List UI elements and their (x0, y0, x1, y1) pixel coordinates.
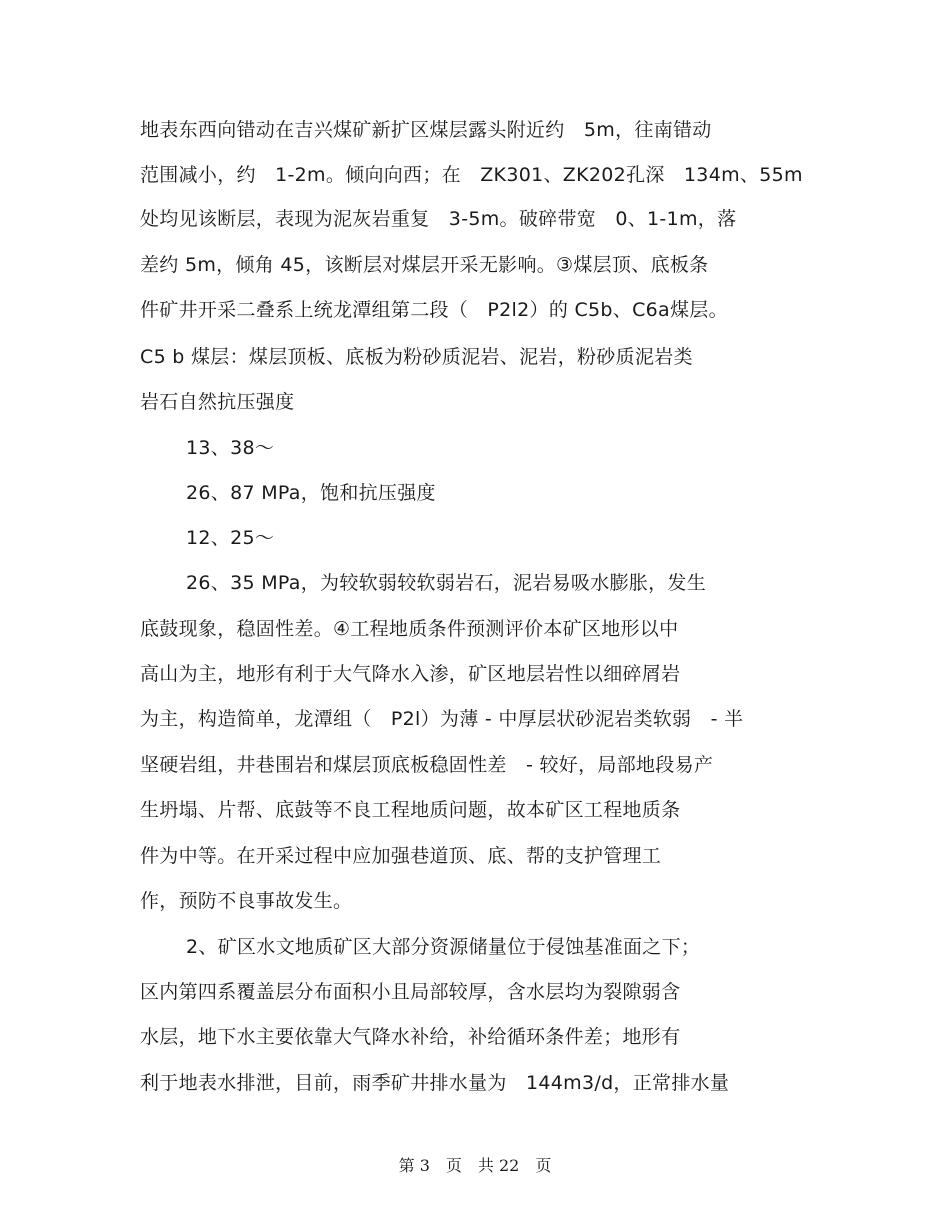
body-text-line: 区内第四系覆盖层分布面积小且局部较厚，含水层均为裂隙弱含 (140, 981, 681, 1003)
body-text-line: 利于地表水排泄，目前，雨季矿井排水量为 144m3/d，正常排水量 (140, 1072, 730, 1094)
body-text-line: 差约 5m，倾角 45，该断层对煤层开采无影响。③煤层顶、底板条 (140, 254, 709, 276)
body-text-line: 处均见该断层，表现为泥灰岩重复 3-5m。破碎带宽 0、1-1m，落 (140, 208, 737, 230)
page-number-footer: 第 3 页 共 22 页 (398, 1156, 552, 1175)
body-text-line: 地表东西向错动在吉兴煤矿新扩区煤层露头附近约 5m，往南错动 (140, 119, 712, 141)
body-text-line: 高山为主，地形有利于大气降水入渗，矿区地层岩性以细碎屑岩 (140, 663, 681, 685)
body-text-line: 13、38～ (186, 437, 275, 459)
body-text-line: 件矿井开采二叠系上统龙潭组第二段（ P2l2）的 C5b、C6a煤层。 (140, 299, 728, 321)
body-text-line: 2、矿区水文地质矿区大部分资源储量位于侵蚀基准面之下； (186, 936, 701, 958)
body-text-line: 作，预防不良事故发生。 (140, 890, 353, 912)
body-text-line: 26、35 MPa，为较软弱较软弱岩石，泥岩易吸水膨胀，发生 (186, 572, 707, 594)
body-text-line: 生坍塌、片帮、底鼓等不良工程地质问题，故本矿区工程地质条 (140, 799, 681, 821)
body-text-line: 底鼓现象，稳固性差。④工程地质条件预测评价本矿区地形以中 (140, 618, 679, 640)
body-text-line: C5 b 煤层：煤层顶板、底板为粉砂质泥岩、泥岩，粉砂质泥岩类 (140, 346, 693, 368)
body-text-line: 坚硬岩组，井巷围岩和煤层顶底板稳固性差 - 较好，局部地段易产 (140, 754, 714, 776)
body-text-line: 件为中等。在开采过程中应加强巷道顶、底、帮的支护管理工 (140, 845, 662, 867)
body-text-line: 水层，地下水主要依靠大气降水补给，补给循环条件差；地形有 (140, 1026, 681, 1048)
body-text-line: 为主，构造简单，龙潭组（ P2l）为薄 - 中厚层状砂泥岩类软弱 - 半 (140, 708, 744, 730)
body-text-line: 26、87 MPa，饱和抗压强度 (186, 482, 436, 504)
body-text-line: 12、25～ (186, 527, 275, 549)
body-text-line: 范围减小，约 1-2m。倾向向西；在 ZK301、ZK202孔深 134m、55m (140, 164, 803, 186)
body-text-line: 岩石自然抗压强度 (140, 391, 295, 413)
